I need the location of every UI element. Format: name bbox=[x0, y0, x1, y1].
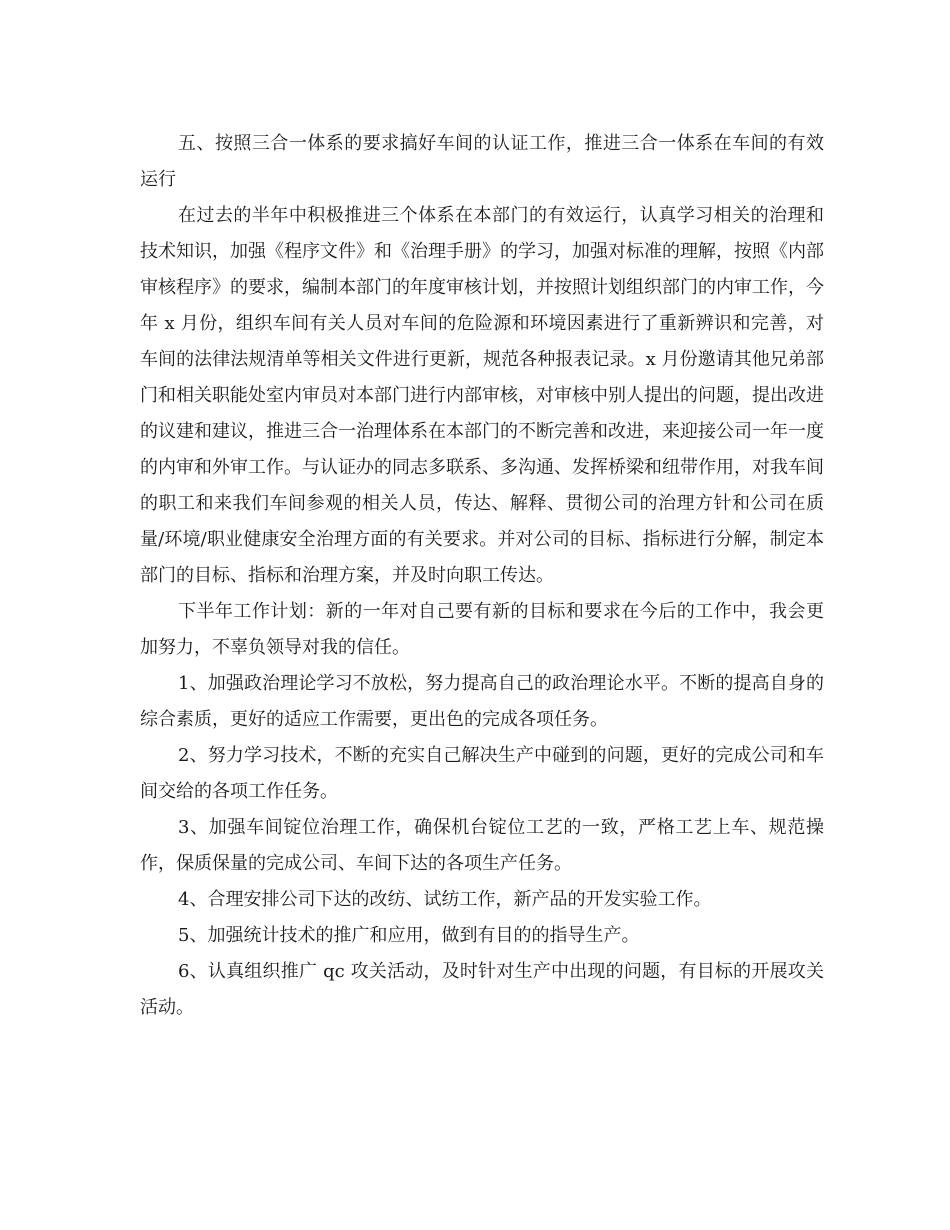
plan-item: 1、加强政治理论学习不放松，努力提高自己的政治理论水平。不断的提高自身的综合素质，更好的适应工作需要，更出色的完成各项任务。 bbox=[140, 673, 824, 730]
section-heading: 五、按照三合一体系的要求搞好车间的认证工作，推进三合一体系在车间的有效运行 bbox=[140, 133, 824, 190]
body-paragraph: 在过去的半年中积极推进三个体系在本部门的有效运行，认真学习相关的治理和技术知识，加强《程序文件》和《治理手册》的学习，加强对标准的理解，按照《内部审核程序》的要求，编制本部门的年度审核计划，并按照计划组织部门的内审工作，今年 x 月份，组织车间有关人员对车间的危险源和环境因素进行了重新辨识和完善，对车间的法律法规清单等相关文件进行更新，规范各种报表记录。x 月份邀请其他兄弟部门和相关职能处室内审员对本部门进行内部审核，对审核中别人提出的问题，提出改进的议建和建议，推进三合一治理体系在本部门的不断完善和改进，来迎接公司一年一度的内审和外审工作。与认证办的同志多联系、多沟通、发挥桥梁和纽带作用，对我车间的职工和来我们车间参观的相关人员，传达、解释、贯彻公司的治理方针和公司在质量/环境/职业健康安全治理方面的有关要求。并对公司的目标、指标进行分解，制定本部门的目标、指标和治理方案，并及时向职工传达。 bbox=[140, 205, 824, 586]
plan-item: 6、认真组织推广 qc 攻关活动，及时针对生产中出现的问题，有目标的开展攻关活动。 bbox=[140, 961, 824, 1018]
document-body bbox=[140, 126, 824, 1026]
plan-item: 5、加强统计技术的推广和应用，做到有目的的指导生产。 bbox=[178, 925, 640, 946]
plan-item: 3、加强车间锭位治理工作，确保机台锭位工艺的一致，严格工艺上车、规范操作，保质保量的完成公司、车间下达的各项生产任务。 bbox=[140, 817, 824, 874]
plan-item: 2、努力学习技术，不断的充实自己解决生产中碰到的问题，更好的完成公司和车间交给的各项工作任务。 bbox=[140, 745, 824, 802]
plan-intro-paragraph: 下半年工作计划：新的一年对自己要有新的目标和要求在今后的工作中，我会更加努力，不辜负领导对我的信任。 bbox=[140, 601, 824, 658]
plan-item: 4、合理安排公司下达的改纺、试纺工作，新产品的开发实验工作。 bbox=[178, 889, 712, 910]
